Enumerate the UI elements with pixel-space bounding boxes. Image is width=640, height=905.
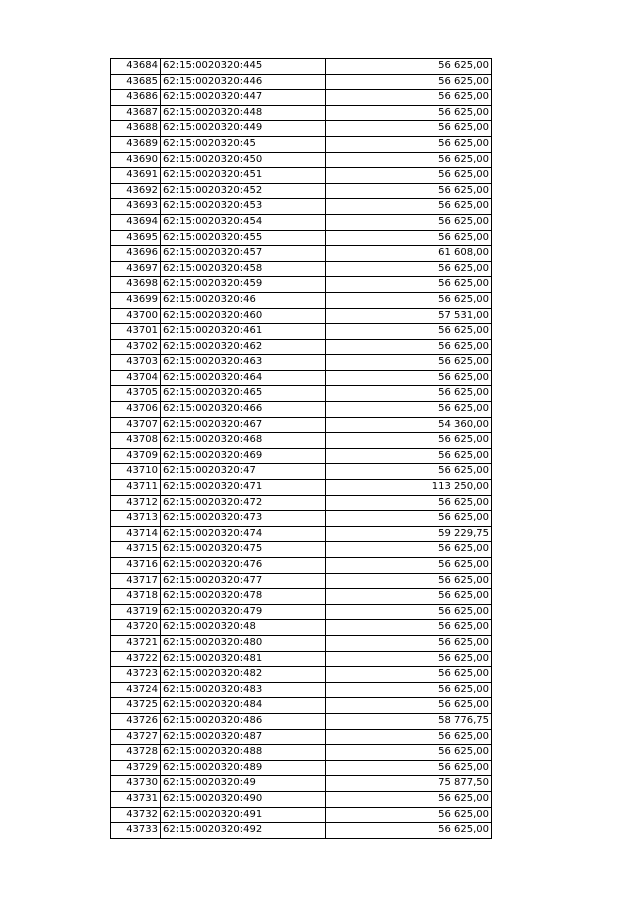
row-number-cell: 43692 (111, 183, 161, 199)
cadastral-number-cell: 62:15:0020320:48 (161, 620, 326, 636)
row-number-cell: 43731 (111, 791, 161, 807)
cadastral-number-cell: 62:15:0020320:483 (161, 682, 326, 698)
row-number-cell: 43710 (111, 464, 161, 480)
table-row (111, 589, 492, 605)
amount-cell: 56 625,00 (326, 230, 492, 246)
table-row (111, 121, 492, 137)
cadastral-number-cell: 62:15:0020320:477 (161, 573, 326, 589)
cadastral-number-cell: 62:15:0020320:476 (161, 558, 326, 574)
amount-cell: 56 625,00 (326, 339, 492, 355)
amount-cell: 56 625,00 (326, 651, 492, 667)
cadastral-number-cell: 62:15:0020320:463 (161, 355, 326, 371)
cadastral-number-cell: 62:15:0020320:454 (161, 214, 326, 230)
row-number-cell: 43730 (111, 776, 161, 792)
cadastral-number-cell: 62:15:0020320:479 (161, 604, 326, 620)
amount-cell: 56 625,00 (326, 121, 492, 137)
cadastral-number-cell: 62:15:0020320:468 (161, 433, 326, 449)
cadastral-number-cell: 62:15:0020320:472 (161, 495, 326, 511)
row-number-cell: 43703 (111, 355, 161, 371)
cadastral-number-cell: 62:15:0020320:450 (161, 152, 326, 168)
cadastral-number-cell: 62:15:0020320:448 (161, 105, 326, 121)
table-row (111, 199, 492, 215)
cadastral-number-cell: 62:15:0020320:481 (161, 651, 326, 667)
cadastral-number-cell: 62:15:0020320:487 (161, 729, 326, 745)
table-row (111, 386, 492, 402)
row-number-cell: 43729 (111, 760, 161, 776)
row-number-cell: 43707 (111, 417, 161, 433)
table-row (111, 183, 492, 199)
cadastral-number-cell: 62:15:0020320:446 (161, 74, 326, 90)
row-number-cell: 43708 (111, 433, 161, 449)
row-number-cell: 43693 (111, 199, 161, 215)
cadastral-number-cell: 62:15:0020320:445 (161, 59, 326, 75)
table-row (111, 776, 492, 792)
table-row (111, 402, 492, 418)
amount-cell: 56 625,00 (326, 433, 492, 449)
cadastral-number-cell: 62:15:0020320:490 (161, 791, 326, 807)
amount-cell: 56 625,00 (326, 199, 492, 215)
row-number-cell: 43732 (111, 807, 161, 823)
amount-cell: 56 625,00 (326, 59, 492, 75)
amount-cell: 56 625,00 (326, 635, 492, 651)
table-row (111, 74, 492, 90)
row-number-cell: 43691 (111, 168, 161, 184)
amount-cell: 56 625,00 (326, 745, 492, 761)
row-number-cell: 43700 (111, 308, 161, 324)
row-number-cell: 43709 (111, 448, 161, 464)
table-row (111, 214, 492, 230)
table-row (111, 558, 492, 574)
cadastral-number-cell: 62:15:0020320:457 (161, 246, 326, 262)
table-row (111, 230, 492, 246)
table-row (111, 261, 492, 277)
row-number-cell: 43696 (111, 246, 161, 262)
table-row (111, 464, 492, 480)
table-row (111, 90, 492, 106)
cadastral-number-cell: 62:15:0020320:482 (161, 667, 326, 683)
table-row (111, 745, 492, 761)
cadastral-number-cell: 62:15:0020320:462 (161, 339, 326, 355)
amount-cell: 56 625,00 (326, 168, 492, 184)
amount-cell: 56 625,00 (326, 355, 492, 371)
cadastral-number-cell: 62:15:0020320:474 (161, 526, 326, 542)
table-row (111, 495, 492, 511)
amount-cell: 56 625,00 (326, 402, 492, 418)
cadastral-number-cell: 62:15:0020320:46 (161, 292, 326, 308)
cadastral-number-cell: 62:15:0020320:45 (161, 136, 326, 152)
cadastral-number-cell: 62:15:0020320:455 (161, 230, 326, 246)
row-number-cell: 43694 (111, 214, 161, 230)
row-number-cell: 43721 (111, 635, 161, 651)
row-number-cell: 43727 (111, 729, 161, 745)
amount-cell: 56 625,00 (326, 105, 492, 121)
amount-cell: 56 625,00 (326, 667, 492, 683)
row-number-cell: 43699 (111, 292, 161, 308)
amount-cell: 56 625,00 (326, 277, 492, 293)
row-number-cell: 43718 (111, 589, 161, 605)
table-row (111, 526, 492, 542)
row-number-cell: 43733 (111, 823, 161, 839)
table-row (111, 682, 492, 698)
cadastral-number-cell: 62:15:0020320:469 (161, 448, 326, 464)
cadastral-number-cell: 62:15:0020320:491 (161, 807, 326, 823)
amount-cell: 56 625,00 (326, 698, 492, 714)
cadastral-number-cell: 62:15:0020320:452 (161, 183, 326, 199)
row-number-cell: 43719 (111, 604, 161, 620)
table-row (111, 355, 492, 371)
row-number-cell: 43714 (111, 526, 161, 542)
table-row (111, 667, 492, 683)
row-number-cell: 43702 (111, 339, 161, 355)
table-row (111, 246, 492, 262)
row-number-cell: 43716 (111, 558, 161, 574)
cadastral-number-cell: 62:15:0020320:466 (161, 402, 326, 418)
cadastral-number-cell: 62:15:0020320:449 (161, 121, 326, 137)
amount-cell: 56 625,00 (326, 791, 492, 807)
cadastral-number-cell: 62:15:0020320:447 (161, 90, 326, 106)
amount-cell: 56 625,00 (326, 464, 492, 480)
cadastral-number-cell: 62:15:0020320:480 (161, 635, 326, 651)
table-row (111, 292, 492, 308)
cadastral-number-cell: 62:15:0020320:475 (161, 542, 326, 558)
amount-cell: 56 625,00 (326, 620, 492, 636)
row-number-cell: 43720 (111, 620, 161, 636)
cadastral-number-cell: 62:15:0020320:453 (161, 199, 326, 215)
cadastral-number-cell: 62:15:0020320:465 (161, 386, 326, 402)
cadastral-number-cell: 62:15:0020320:478 (161, 589, 326, 605)
cadastral-number-cell: 62:15:0020320:486 (161, 713, 326, 729)
amount-cell: 54 360,00 (326, 417, 492, 433)
table-row (111, 511, 492, 527)
table-row (111, 152, 492, 168)
row-number-cell: 43701 (111, 324, 161, 340)
amount-cell: 75 877,50 (326, 776, 492, 792)
table-row (111, 573, 492, 589)
amount-cell: 56 625,00 (326, 90, 492, 106)
row-number-cell: 43705 (111, 386, 161, 402)
cadastral-number-cell: 62:15:0020320:49 (161, 776, 326, 792)
table-row (111, 651, 492, 667)
cadastral-number-cell: 62:15:0020320:488 (161, 745, 326, 761)
cadastral-number-cell: 62:15:0020320:471 (161, 480, 326, 496)
table-row (111, 807, 492, 823)
amount-cell: 56 625,00 (326, 729, 492, 745)
row-number-cell: 43685 (111, 74, 161, 90)
cadastral-value-table (110, 58, 492, 839)
table-row (111, 417, 492, 433)
cadastral-number-cell: 62:15:0020320:47 (161, 464, 326, 480)
amount-cell: 58 776,75 (326, 713, 492, 729)
table-row (111, 480, 492, 496)
cadastral-number-cell: 62:15:0020320:460 (161, 308, 326, 324)
amount-cell: 56 625,00 (326, 760, 492, 776)
amount-cell: 56 625,00 (326, 292, 492, 308)
table-row (111, 324, 492, 340)
row-number-cell: 43695 (111, 230, 161, 246)
amount-cell: 56 625,00 (326, 370, 492, 386)
cadastral-number-cell: 62:15:0020320:458 (161, 261, 326, 277)
row-number-cell: 43698 (111, 277, 161, 293)
row-number-cell: 43711 (111, 480, 161, 496)
table-row (111, 791, 492, 807)
cadastral-number-cell: 62:15:0020320:464 (161, 370, 326, 386)
table-row (111, 713, 492, 729)
row-number-cell: 43687 (111, 105, 161, 121)
row-number-cell: 43712 (111, 495, 161, 511)
amount-cell: 56 625,00 (326, 324, 492, 340)
row-number-cell: 43688 (111, 121, 161, 137)
row-number-cell: 43704 (111, 370, 161, 386)
cadastral-number-cell: 62:15:0020320:484 (161, 698, 326, 714)
amount-cell: 56 625,00 (326, 589, 492, 605)
table-row (111, 542, 492, 558)
cadastral-number-cell: 62:15:0020320:467 (161, 417, 326, 433)
amount-cell: 56 625,00 (326, 183, 492, 199)
amount-cell: 56 625,00 (326, 823, 492, 839)
amount-cell: 56 625,00 (326, 682, 492, 698)
amount-cell: 56 625,00 (326, 214, 492, 230)
cadastral-number-cell: 62:15:0020320:492 (161, 823, 326, 839)
row-number-cell: 43726 (111, 713, 161, 729)
row-number-cell: 43690 (111, 152, 161, 168)
table-row (111, 433, 492, 449)
table-row (111, 136, 492, 152)
table-row (111, 620, 492, 636)
table-row (111, 339, 492, 355)
table-row (111, 59, 492, 75)
row-number-cell: 43706 (111, 402, 161, 418)
cadastral-number-cell: 62:15:0020320:461 (161, 324, 326, 340)
row-number-cell: 43723 (111, 667, 161, 683)
table-row (111, 698, 492, 714)
row-number-cell: 43722 (111, 651, 161, 667)
amount-cell: 56 625,00 (326, 807, 492, 823)
row-number-cell: 43715 (111, 542, 161, 558)
table-row (111, 308, 492, 324)
amount-cell: 56 625,00 (326, 542, 492, 558)
row-number-cell: 43728 (111, 745, 161, 761)
table-row (111, 277, 492, 293)
amount-cell: 56 625,00 (326, 136, 492, 152)
table-row (111, 760, 492, 776)
table-row (111, 370, 492, 386)
amount-cell: 56 625,00 (326, 386, 492, 402)
amount-cell: 61 608,00 (326, 246, 492, 262)
amount-cell: 56 625,00 (326, 261, 492, 277)
row-number-cell: 43724 (111, 682, 161, 698)
amount-cell: 56 625,00 (326, 74, 492, 90)
amount-cell: 56 625,00 (326, 558, 492, 574)
row-number-cell: 43725 (111, 698, 161, 714)
table-row (111, 729, 492, 745)
table-row (111, 604, 492, 620)
amount-cell: 56 625,00 (326, 495, 492, 511)
cadastral-number-cell: 62:15:0020320:473 (161, 511, 326, 527)
table-body (111, 59, 492, 839)
table-row (111, 635, 492, 651)
row-number-cell: 43684 (111, 59, 161, 75)
amount-cell: 56 625,00 (326, 448, 492, 464)
cadastral-number-cell: 62:15:0020320:451 (161, 168, 326, 184)
amount-cell: 56 625,00 (326, 604, 492, 620)
amount-cell: 56 625,00 (326, 573, 492, 589)
cadastral-number-cell: 62:15:0020320:489 (161, 760, 326, 776)
row-number-cell: 43686 (111, 90, 161, 106)
amount-cell: 59 229,75 (326, 526, 492, 542)
amount-cell: 56 625,00 (326, 511, 492, 527)
table-row (111, 823, 492, 839)
table-row (111, 168, 492, 184)
row-number-cell: 43713 (111, 511, 161, 527)
row-number-cell: 43697 (111, 261, 161, 277)
row-number-cell: 43717 (111, 573, 161, 589)
amount-cell: 113 250,00 (326, 480, 492, 496)
cadastral-number-cell: 62:15:0020320:459 (161, 277, 326, 293)
amount-cell: 57 531,00 (326, 308, 492, 324)
row-number-cell: 43689 (111, 136, 161, 152)
table-row (111, 448, 492, 464)
amount-cell: 56 625,00 (326, 152, 492, 168)
table-row (111, 105, 492, 121)
